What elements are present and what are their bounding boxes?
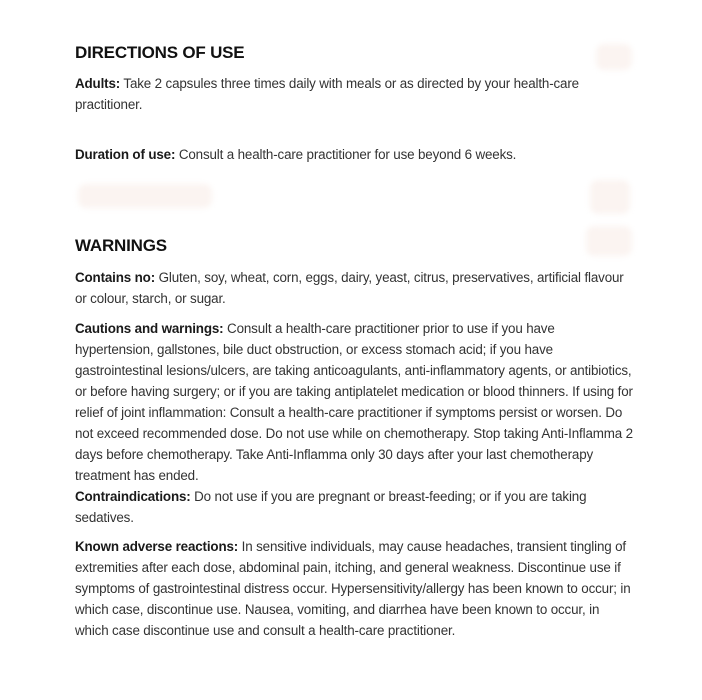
contraindications-paragraph (75, 486, 635, 528)
adults-paragraph (75, 73, 635, 115)
blurred-artifact (590, 180, 630, 214)
contraindications-label: Contraindications: (75, 489, 191, 504)
contains-text: Gluten, soy, wheat, corn, eggs, dairy, yeast, citrus, preservatives, artificial flavour or colour, starch, or sugar. (75, 270, 624, 306)
adverse-reactions-paragraph (75, 536, 635, 641)
contains-label: Contains no: (75, 270, 156, 285)
directions-heading: DIRECTIONS OF USE (75, 43, 245, 62)
adverse-reactions-label: Known adverse reactions: (75, 539, 239, 554)
adverse-reactions-text: In sensitive individuals, may cause headaches, transient tingling of extremities after each dose, abdominal pain, itching, and general weakness. Discontinue use if symptoms of gastrointestinal distress occur. Hypersensitivity/allergy has been known to occur; in which case, discontinue use. Nausea, vomiting, and diarrhea have been known to occur, in which case discontinue use and consult a health-care practitioner. (75, 539, 631, 638)
blurred-artifact (596, 44, 632, 70)
duration-paragraph (75, 144, 635, 165)
adults-text: Take 2 capsules three times daily with meals or as directed by your health-care practitioner. (75, 76, 579, 112)
cautions-text: Consult a health-care practitioner prior to use if you have hypertension, gallstones, bile duct obstruction, or excess stomach acid; if you have gastrointestinal lesions/ulcers, are taking anticoagulants, anti-inflammatory agents, or antibiotics, or before having surgery; or if you are taking antiplatelet medication or blood thinners. If using for relief of joint inflammation: Consult a health-care practitioner if symptoms persist or worsen. Do not exceed recommended dose. Do not use while on chemotherapy. Stop taking Anti-Inflamma 2 days before chemotherapy. Take Anti-Inflamma only 30 days after your last chemotherapy treatment has ended. (75, 321, 633, 483)
blurred-artifact (586, 226, 632, 256)
warnings-heading: WARNINGS (75, 236, 167, 255)
duration-label: Duration of use: (75, 147, 176, 162)
cautions-paragraph (75, 318, 635, 486)
cautions-label: Cautions and warnings: (75, 321, 224, 336)
contraindications-text: Do not use if you are pregnant or breast-feeding; or if you are taking sedatives. (75, 489, 587, 525)
contains-paragraph (75, 267, 635, 309)
duration-text: Consult a health-care practitioner for use beyond 6 weeks. (175, 147, 517, 162)
adults-label: Adults: (75, 76, 121, 91)
blurred-artifact (78, 184, 212, 208)
